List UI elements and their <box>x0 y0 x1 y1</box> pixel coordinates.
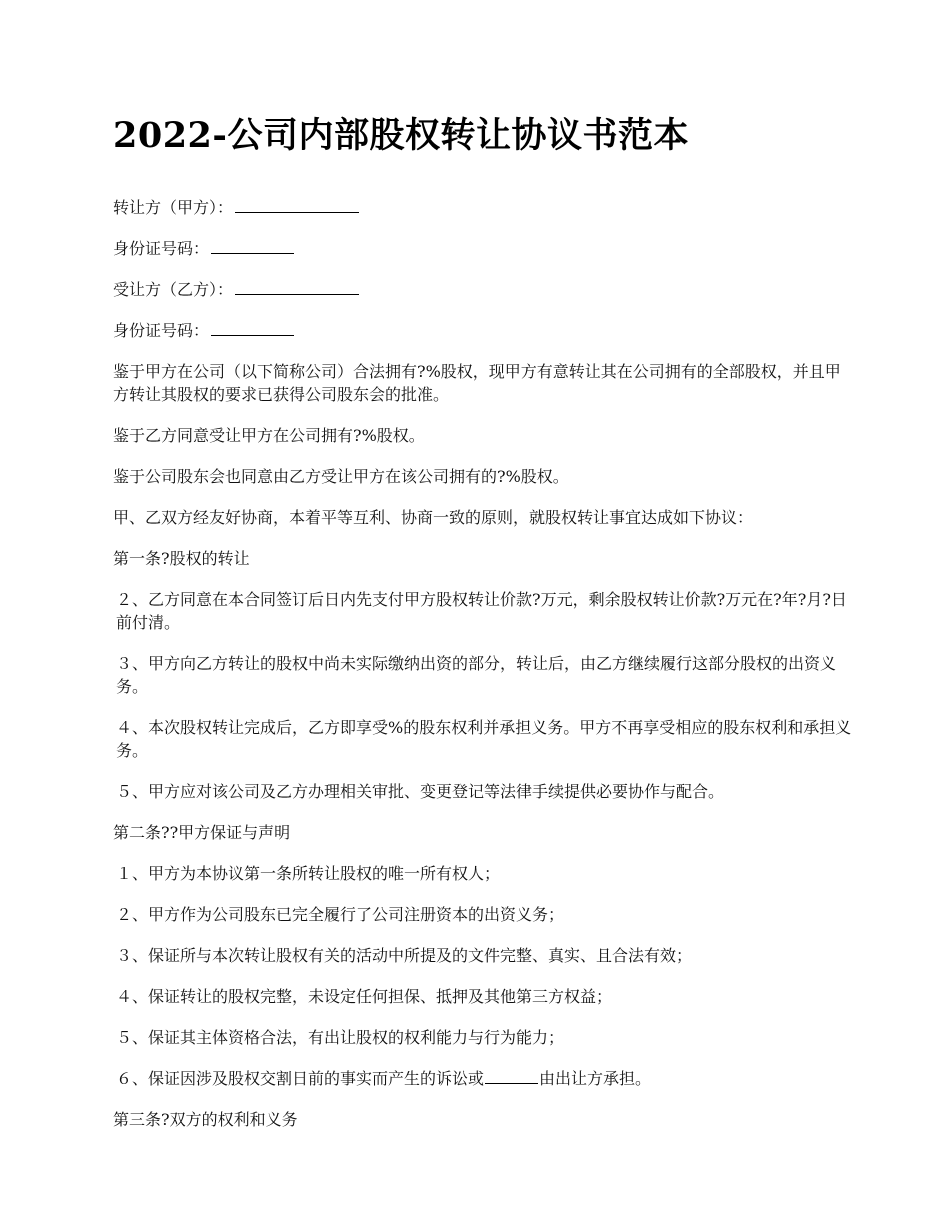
transferor-label: 转让方（甲方）： <box>113 198 234 217</box>
article1-item: ２、乙方同意在本合同签订后日内先支付甲方股权转让价款?万元，剩余股权转让价款?万元在?年?月?日前付清。 <box>116 590 847 632</box>
article1-item: ３、甲方向乙方转让的股权中尚未实际缴纳出资的部分，转让后，由乙方继续履行这部分股权的出资义务。 <box>116 654 837 696</box>
article1-item: ５、甲方应对该公司及乙方办理相关审批、变更登记等法律手续提供必要协作与配合。 <box>116 782 725 801</box>
transferor-blank <box>235 197 359 213</box>
article2-item: ４、保证转让的股权完整，未设定任何担保、抵押及其他第三方权益； <box>116 987 613 1006</box>
document-page <box>113 110 853 1149</box>
transferor-line <box>113 196 853 219</box>
recital-paragraph: 鉴于公司股东会也同意由乙方受让甲方在该公司拥有的?%股权。 <box>113 467 569 486</box>
recital-paragraph: 甲、乙双方经友好协商，本着平等互利、协商一致的原则，就股权转让事宜达成如下协议： <box>113 508 754 527</box>
article2-item-6-text-before: ６、保证因涉及股权交割日前的事实而产生的诉讼或 <box>116 1069 485 1088</box>
article2-item-6-blank <box>485 1068 538 1084</box>
transferee-line <box>113 278 853 301</box>
id-number-line-b <box>113 319 853 342</box>
document-title: 2022-公司内部股权转让协议书范本 <box>113 115 689 156</box>
article2-item-6 <box>113 1067 853 1090</box>
id-number-label-b: 身份证号码： <box>113 321 210 340</box>
transferee-blank <box>235 279 359 295</box>
id-number-blank-a <box>211 238 294 254</box>
recital-paragraph: 鉴于甲方在公司（以下简称公司）合法拥有?%股权，现甲方有意转让其在公司拥有的全部股权，并且甲方转让其股权的要求已获得公司股东会的批准。 <box>113 362 841 404</box>
article1-heading: 第一条?股权的转让 <box>113 549 250 568</box>
article3-heading: 第三条?双方的权利和义务 <box>113 1110 298 1129</box>
article2-item: １、甲方为本协议第一条所转让股权的唯一所有权人； <box>116 864 501 883</box>
article2-item: ２、甲方作为公司股东已完全履行了公司注册资本的出资义务； <box>116 905 565 924</box>
article2-item: ３、保证所与本次转让股权有关的活动中所提及的文件完整、真实、且合法有效； <box>116 946 693 965</box>
id-number-line-a <box>113 237 853 260</box>
article2-heading: 第二条??甲方保证与声明 <box>113 823 291 842</box>
article1-item: ４、本次股权转让完成后，乙方即享受%的股东权利并承担义务。甲方不再享受相应的股东权利和承担义务。 <box>116 718 852 760</box>
id-number-blank-b <box>211 320 294 336</box>
article2-item: ５、保证其主体资格合法，有出让股权的权利能力与行为能力； <box>116 1028 565 1047</box>
article2-item-6-text-after: 由出让方承担。 <box>539 1069 652 1088</box>
id-number-label-a: 身份证号码： <box>113 239 210 258</box>
recital-paragraph: 鉴于乙方同意受让甲方在公司拥有?%股权。 <box>113 426 425 445</box>
transferee-label: 受让方（乙方）： <box>113 280 234 299</box>
